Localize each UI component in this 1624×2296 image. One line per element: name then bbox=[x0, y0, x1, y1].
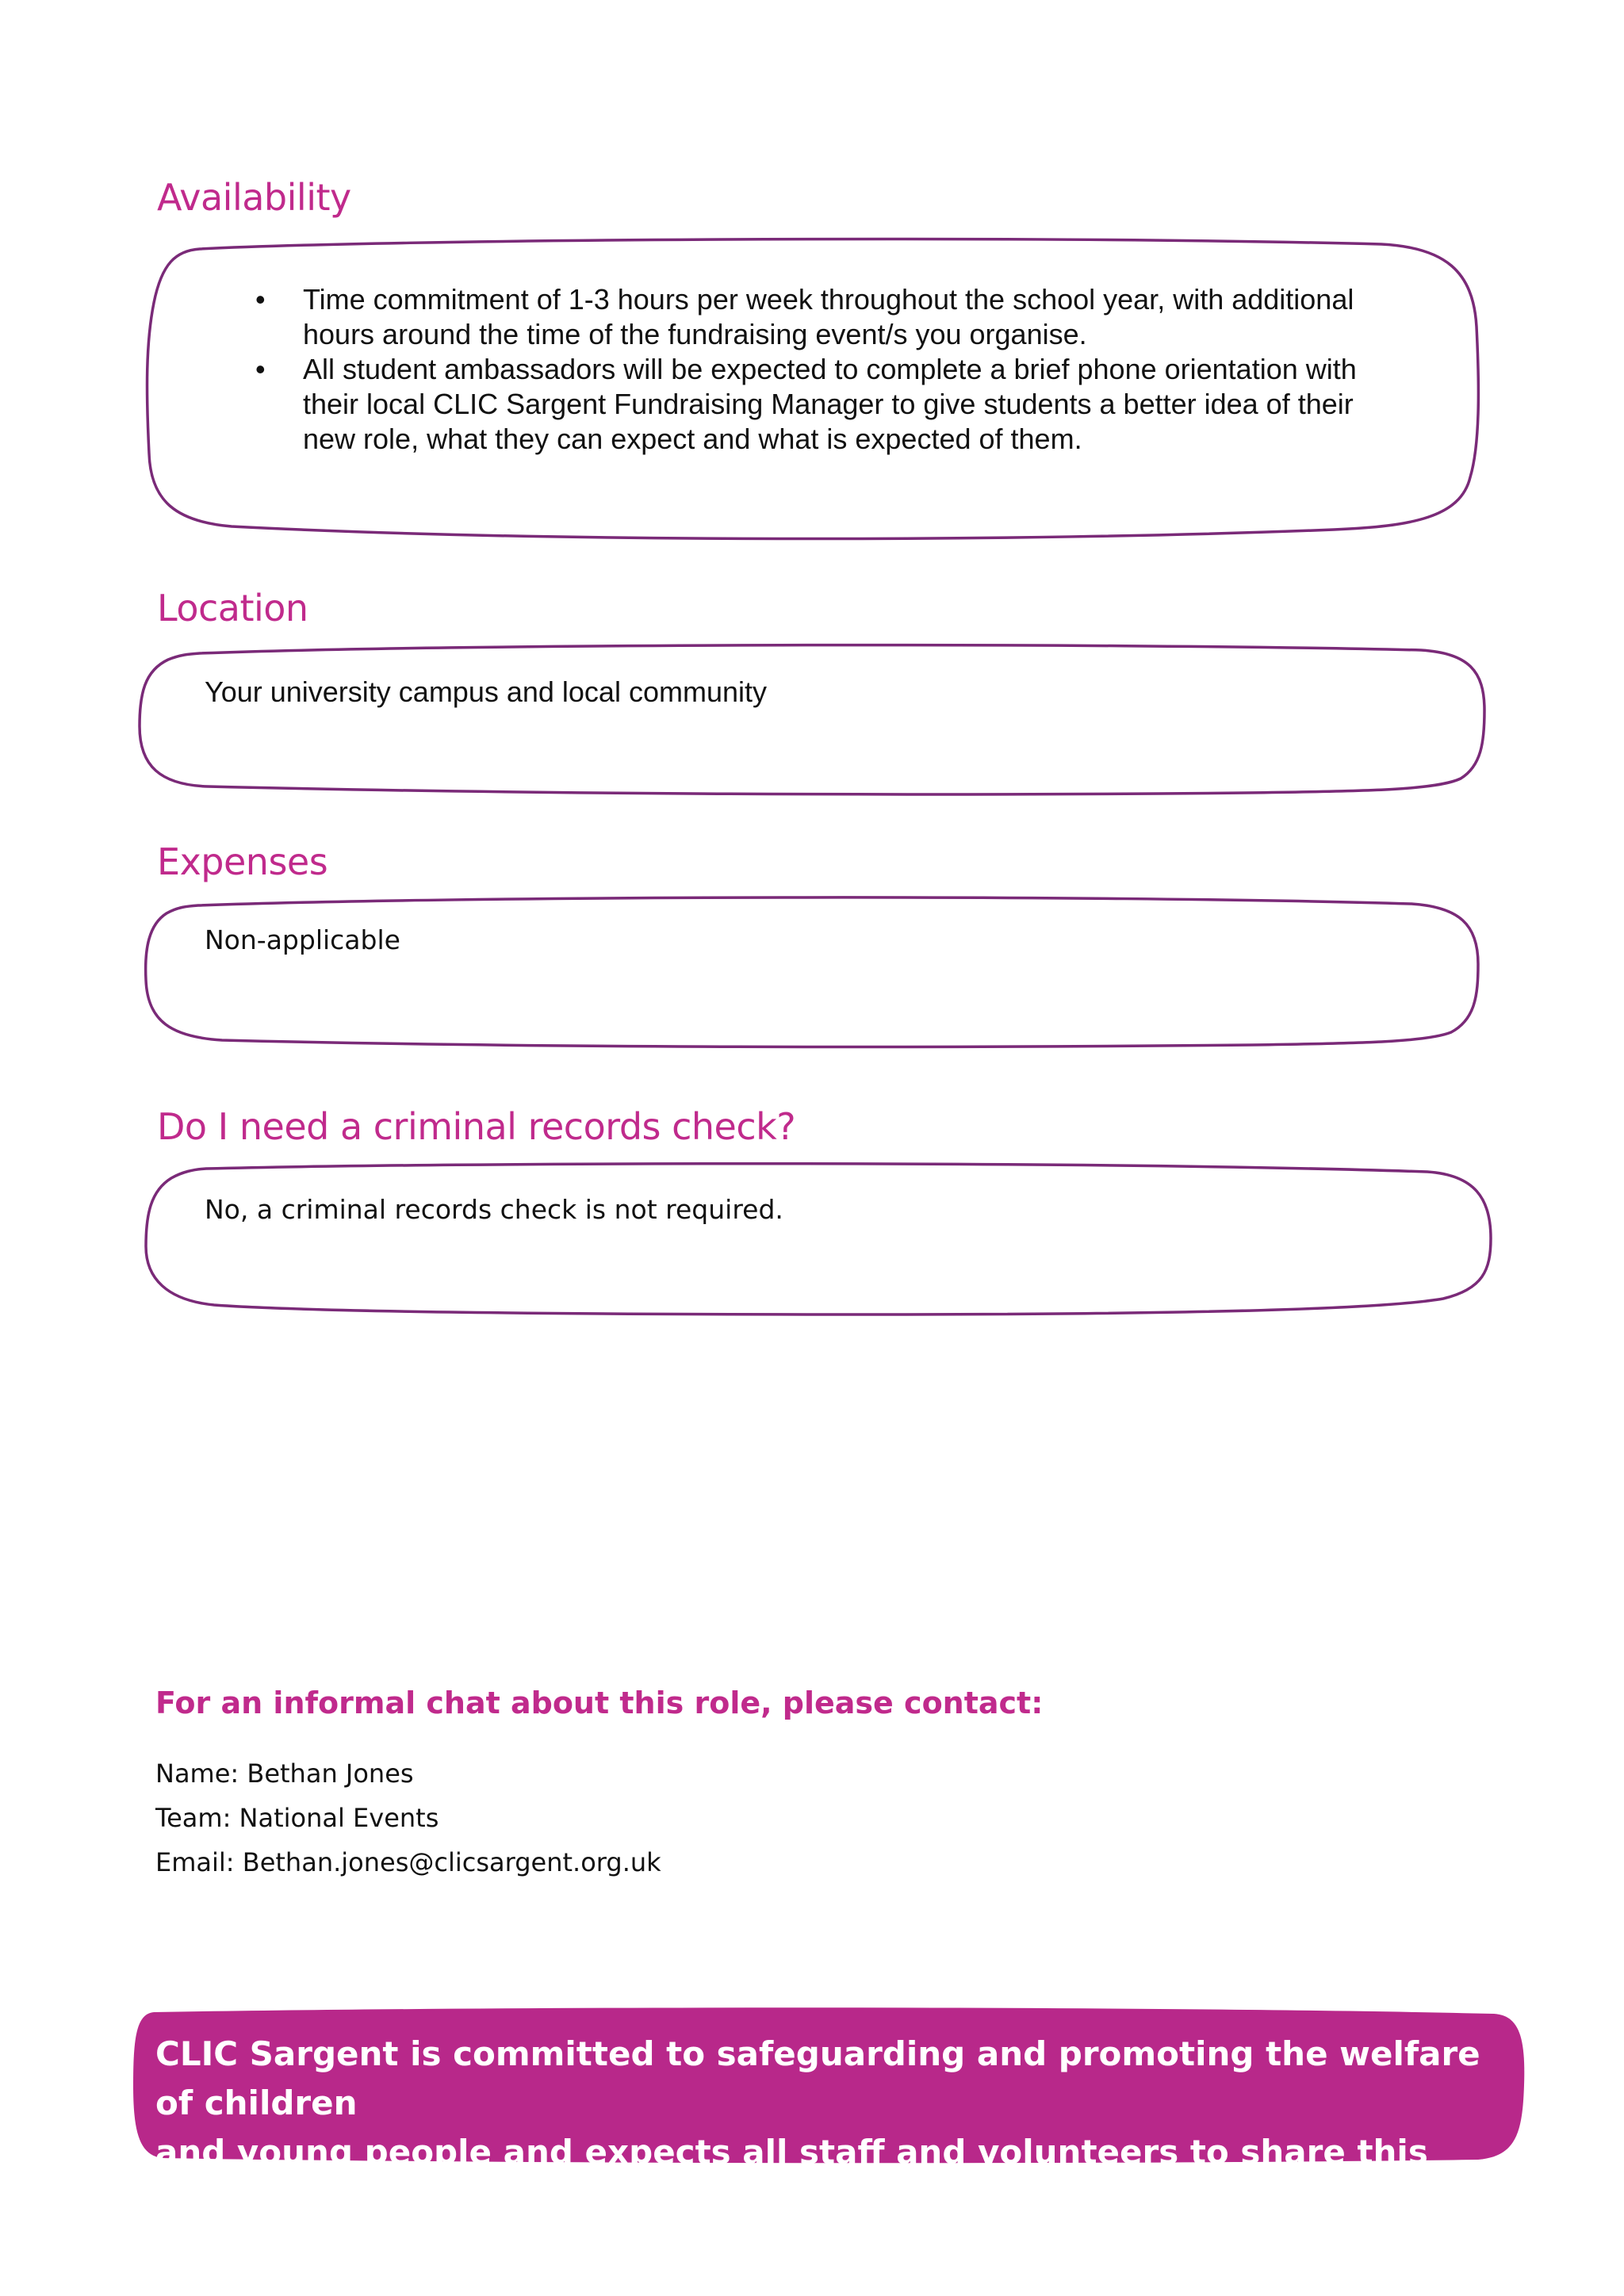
bullet-icon: • bbox=[255, 283, 266, 316]
contact-name: Name: Bethan Jones bbox=[155, 1758, 414, 1789]
banner-text bbox=[155, 2030, 1519, 2226]
location-text: Your university campus and local community bbox=[205, 675, 767, 708]
availability-heading: Availability bbox=[157, 176, 351, 219]
banner-line-2: and young people and expects all staff and volunteers to share this commitment bbox=[155, 2133, 1428, 2221]
criminal-check-box bbox=[143, 1159, 1492, 1318]
expenses-heading: Expenses bbox=[157, 840, 328, 883]
contact-team: Team: National Events bbox=[155, 1803, 439, 1833]
criminal-check-text: No, a criminal records check is not required. bbox=[205, 1194, 783, 1225]
contact-heading: For an informal chat about this role, please contact: bbox=[155, 1686, 1044, 1720]
contact-email[interactable]: Email: Bethan.jones@clicsargent.org.uk bbox=[155, 1847, 661, 1877]
criminal-check-box-outline bbox=[143, 1159, 1492, 1318]
expenses-box bbox=[143, 893, 1483, 1051]
expenses-box-outline bbox=[143, 893, 1483, 1051]
location-box bbox=[136, 639, 1488, 798]
location-box-outline bbox=[136, 639, 1488, 798]
availability-list bbox=[255, 282, 1397, 457]
availability-item: • Time commitment of 1-3 hours per week throughout the school year, with additional hours around the time of the fundraising event/s you organise. bbox=[255, 283, 1354, 350]
availability-item: • All student ambassadors will be expected to complete a brief phone orientation with their local CLIC Sargent Fundraising Manager to give students a better idea of their new role, what they can expect and what is expected of them. bbox=[255, 353, 1357, 455]
expenses-text: Non-applicable bbox=[205, 924, 400, 955]
banner-line-1: CLIC Sargent is committed to safeguarding and promoting the welfare of children bbox=[155, 2034, 1480, 2122]
criminal-check-heading: Do I need a criminal records check? bbox=[157, 1105, 796, 1148]
bullet-icon: • bbox=[255, 353, 266, 385]
location-heading: Location bbox=[157, 587, 308, 629]
